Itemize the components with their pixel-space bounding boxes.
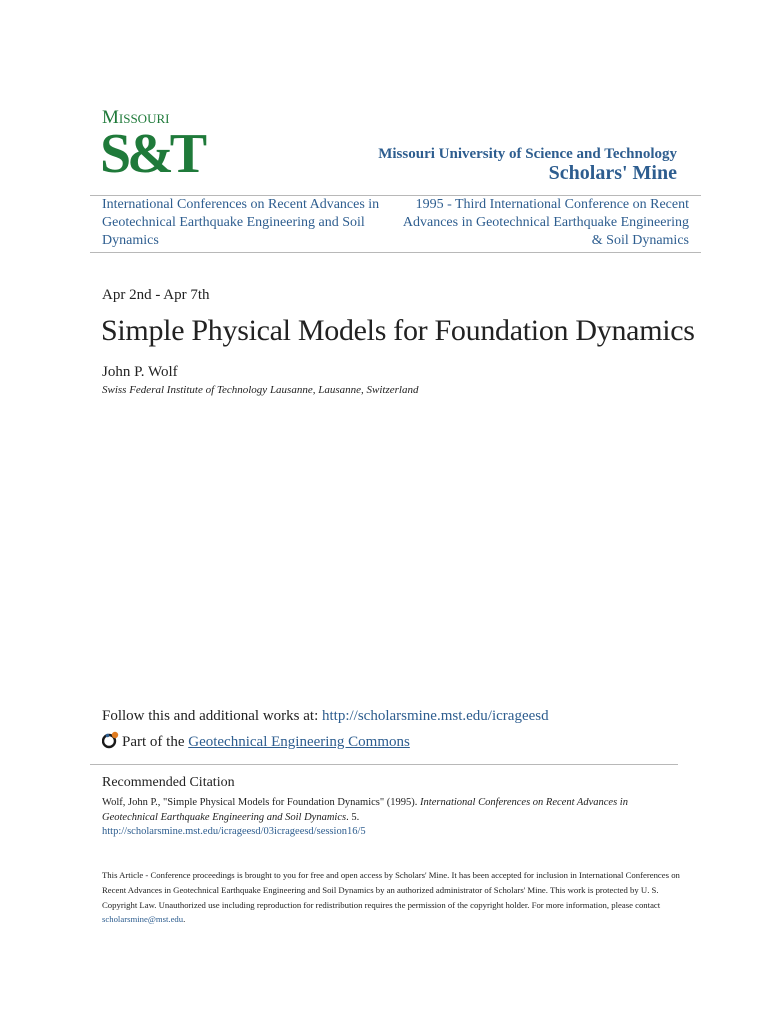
part-of-prefix: Part of the bbox=[122, 734, 189, 750]
citation-heading: Recommended Citation bbox=[102, 775, 235, 790]
citation-italic: International Conferences on Recent Advances in Geotechnical Earthquake Engineering and Soil Dynamics bbox=[102, 797, 628, 823]
author-name: John P. Wolf bbox=[102, 364, 178, 380]
university-name: Missouri University of Science and Technology bbox=[378, 146, 677, 162]
part-of-line bbox=[102, 731, 410, 754]
collection-url-link[interactable]: http://scholarsmine.mst.edu/icrageesd bbox=[321, 708, 549, 724]
paper-title: Simple Physical Models for Foundation Dynamics bbox=[101, 314, 695, 347]
citation-suffix: . 5. bbox=[346, 811, 360, 823]
contact-email-link[interactable]: scholarsmine@mst.edu bbox=[102, 914, 184, 925]
event-date: Apr 2nd - Apr 7th bbox=[102, 287, 210, 303]
breadcrumb-conference-link[interactable]: 1995 - Third International Conference on Recent Advances in Geotechnical Earthquake Engineering & Soil Dynamics bbox=[402, 197, 689, 248]
citation-plain: Wolf, John P., "Simple Physical Models for Foundation Dynamics" (1995). bbox=[102, 797, 421, 808]
follow-prefix: Follow this and additional works at: bbox=[102, 708, 322, 724]
logo-missouri-text: Missouri bbox=[102, 107, 170, 128]
logo-st-mark: S&T bbox=[100, 123, 204, 185]
bottom-divider bbox=[90, 252, 701, 253]
notice-end: . bbox=[183, 914, 186, 925]
access-notice bbox=[102, 868, 682, 927]
citation-divider bbox=[90, 764, 678, 765]
citation-text bbox=[102, 796, 682, 840]
follow-line bbox=[102, 708, 549, 725]
commons-link[interactable]: Geotechnical Engineering Commons bbox=[188, 734, 410, 750]
commons-network-icon bbox=[102, 731, 120, 754]
citation-url-link[interactable]: http://scholarsmine.mst.edu/icrageesd/03icrageesd/session16/5 bbox=[102, 826, 366, 837]
repository-name[interactable]: Scholars' Mine bbox=[548, 162, 677, 184]
breadcrumb-series-link[interactable]: International Conferences on Recent Advances in Geotechnical Earthquake Engineering and Soil Dynamics bbox=[102, 197, 380, 248]
author-affiliation: Swiss Federal Institute of Technology Lausanne, Lausanne, Switzerland bbox=[102, 384, 419, 396]
notice-text: This Article - Conference proceedings is brought to you for free and open access by Scholars' Mine. It has been accepted for inclusion in International Conferences on Recent Advances in Geotechnical Earthquake Engineering and Soil Dynamics by an authorized administrator of Scholars' Mine. This work is protected by U. S. Copyright Law. Unauthorized use including reproduction for redistribution requires the permission of the copyright holder. For more information, please contact bbox=[102, 870, 680, 910]
